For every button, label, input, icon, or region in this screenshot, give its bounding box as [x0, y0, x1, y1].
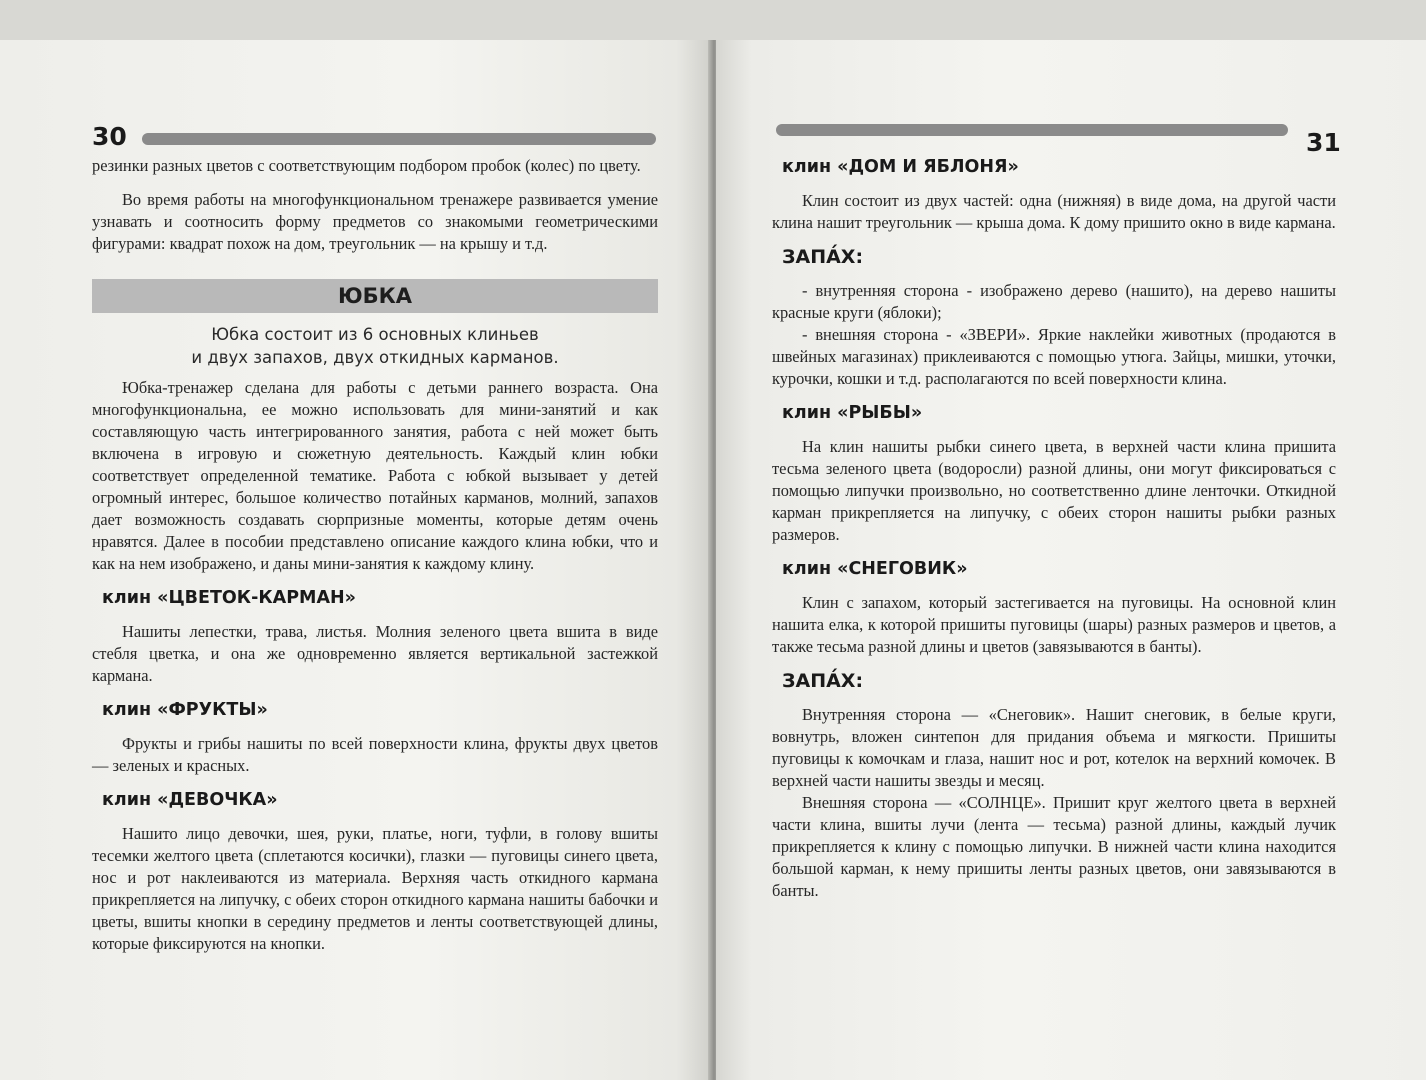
- paragraph-shapes: Во время работы на многофункциональном тренажере развивается умение узнавать и соотносить форму предметов со знакомыми геометрическими фигурами: квадрат похож на дом, треугольник — на крышу и т.д.: [92, 190, 658, 253]
- heading-fish: клин «РЫБЫ»: [782, 403, 923, 423]
- left-page: [0, 40, 712, 1080]
- right-page: [716, 40, 1426, 1080]
- paragraph-carry: резинки разных цветов с соответствующим подбором пробок (колес) по цвету.: [92, 156, 641, 175]
- paragraph-house-apple: Клин состоит из двух частей: одна (нижняя) в виде дома, на другой части клина нашит треугольник — крыша дома. К дому пришито окно в виде кармана.: [772, 191, 1336, 232]
- left-page-number: 30: [92, 122, 127, 151]
- paragraph-flower-pocket: Нашиты лепестки, трава, листья. Молния зеленого цвета вшита в виде стебля цветка, и она же одновременно является вертикальной застежкой кармана.: [92, 622, 658, 685]
- paragraph-skirt: Юбка-тренажер сделана для работы с детьми раннего возраста. Она многофункциональна, ее можно использовать для мини-занятий и как составляющую часть интегрированного занятия, работа с ней может быть включена в игровую и сюжетную деятельность. Каждый клин юбки соответствует определенной тематике. Работа с юбкой вызывает у детей огромный интерес, большое количество потайных карманов, молний, запахов дает возможность создавать сюрпризные моменты, которые детям очень нравятся. Далее в пособии представлено описание каждого клина юбки, что и как на нем изображено, и даны мини-занятия к каждому клину.: [92, 378, 658, 573]
- intro-line-1: Юбка состоит из 6 основных клиньев: [211, 325, 539, 344]
- paragraph-fish: На клин нашиты рыбки синего цвета, в верхней части клина пришита тесьма зеленого цвета (водоросли) разной длины, они могут фиксироваться с помощью липучки произвольно, но соответственно длине ленточки. Откидной карман прикрепляется на липучку, с обеих сторон нашиты рыбки разных размеров.: [772, 437, 1336, 544]
- right-text-column: [772, 152, 1336, 902]
- paragraph-fruits: Фрукты и грибы нашиты по всей поверхности клина, фрукты двух цветов — зеленых и красных.: [92, 734, 658, 775]
- left-text-column: [92, 155, 658, 955]
- background-top: [0, 0, 1426, 40]
- heading-snowman: клин «СНЕГОВИК»: [782, 559, 968, 579]
- intro-line-2: и двух запахов, двух откидных карманов.: [191, 348, 559, 367]
- heading-girl: клин «ДЕВОЧКА»: [102, 790, 278, 810]
- heading-house-apple: клин «ДОМ И ЯБЛОНЯ»: [782, 157, 1019, 177]
- heading-fruits: клин «ФРУКТЫ»: [102, 700, 268, 720]
- heading-wrap-1: ЗАПА́Х:: [782, 246, 864, 268]
- skirt-intro: [92, 323, 658, 369]
- left-header-bar: [142, 133, 656, 145]
- heading-wrap-2: ЗАПА́Х:: [782, 670, 864, 692]
- paragraph-wrap-inner: - внутренняя сторона - изображено дерево (нашито), на дерево нашиты красные круги (яблоки);: [772, 281, 1336, 322]
- right-header-bar: [776, 124, 1288, 136]
- paragraph-sun-outer: Внешняя сторона — «СОЛНЦЕ». Пришит круг желтого цвета в верхней части клина, вшиты лучи (лента — тесьма) разной длины, каждый лучик прикрепляется к клину с помощью липучки. В нижней части клина находится большой карман, к нему пришиты ленты разных цветов, они завязываются в банты.: [772, 793, 1336, 900]
- paragraph-wrap-outer: - внешняя сторона - «ЗВЕРИ». Яркие наклейки животных (продаются в швейных магазинах) приклеиваются с помощью утюга. Зайцы, мишки, уточки, курочки, кошки и т.д. располагаются по всей поверхности клина.: [772, 325, 1336, 388]
- paragraph-snowman: Клин с запахом, который застегивается на пуговицы. На основной клин нашита елка, к которой пришиты пуговицы (шары) разных размеров и цветов, а также тесьма разной длины и цветов (завязываются в банты).: [772, 593, 1336, 656]
- paragraph-girl: Нашито лицо девочки, шея, руки, платье, ноги, туфли, в голову вшиты тесемки желтого цвета (сплетаются косички), глазки — пуговицы синего цвета, нос и рот наклеиваются из материала. Верхняя часть откидного кармана прикрепляется на липучку, с обеих сторон откидного кармана нашиты бабочки и цветы, вшиты кнопки в середину предметов и ленты соответствующей длины, которые фиксируются на кнопки.: [92, 824, 658, 953]
- right-page-number: 31: [1306, 128, 1341, 157]
- section-title-skirt: ЮБКА: [92, 279, 658, 313]
- heading-flower-pocket: клин «ЦВЕТОК-КАРМАН»: [102, 588, 356, 608]
- paragraph-snowman-inner: Внутренняя сторона — «Снеговик». Нашит снеговик, в белые круги, вовнутрь, вложен синтепон для придания объема и мягкости. Пришиты пуговицы к комочкам и глаза, нашит нос и рот, котелок на верхний комочек. В верхней части нашиты звезды и месяц.: [772, 705, 1336, 790]
